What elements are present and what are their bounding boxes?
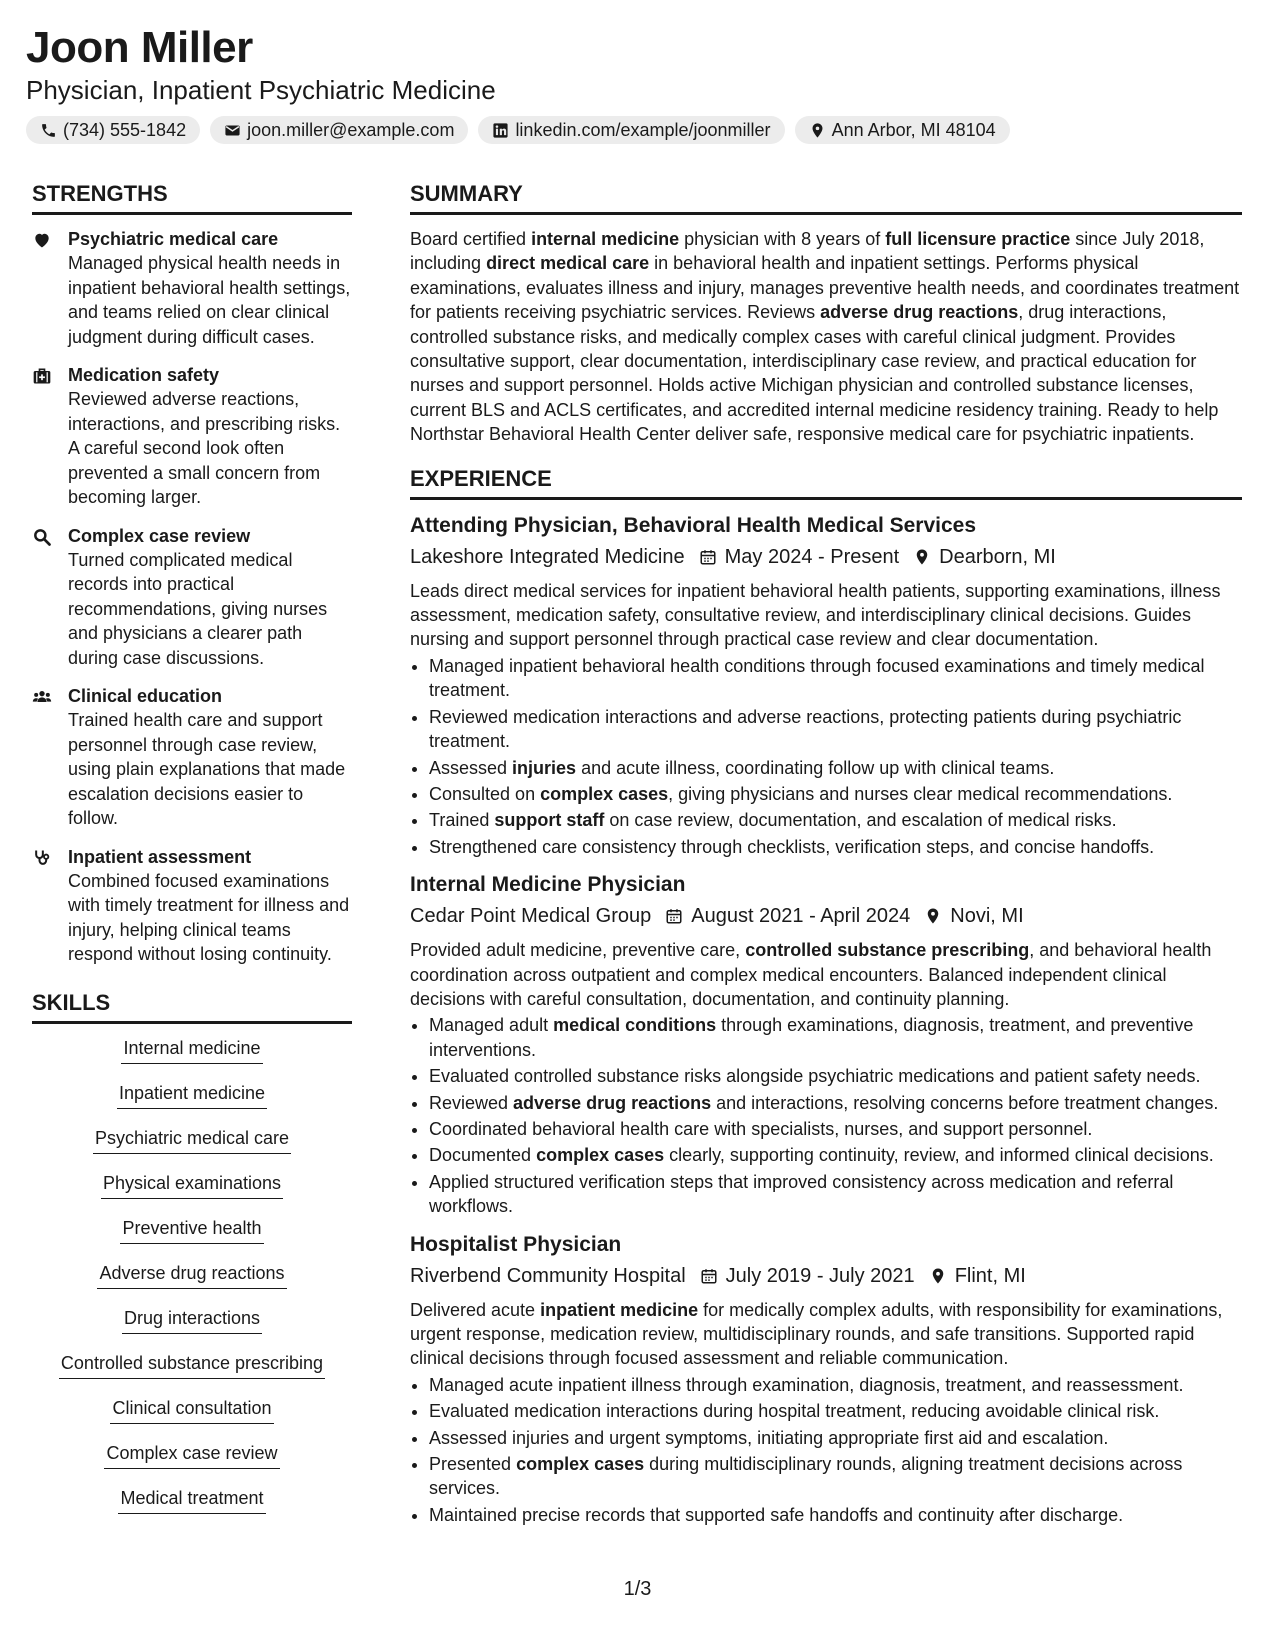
candidate-title: Physician, Inpatient Psychiatric Medicine [26,75,496,105]
job-title: Internal Medicine Physician [410,873,686,897]
bullet-item: • Presented complex cases during multidisciplinary rounds, aligning treatment decisions across services. [429,1452,1242,1501]
skill-tag: Medical treatment [118,1486,265,1514]
job-bullets [410,654,1242,859]
contact-bar [26,116,1249,144]
job-entry [410,512,1242,859]
envelope-icon [224,122,241,139]
users-icon [32,687,52,707]
job-meta [410,1262,1242,1290]
skill-tag: Inpatient medicine [117,1081,267,1109]
strength-item [32,524,352,671]
strength-desc: Managed physical health needs in inpatient behavioral health settings, and teams relied on clear clinical judgment during difficult cases. [68,253,351,347]
job-entry [410,871,1242,1218]
linkedin-icon [492,122,509,139]
bullet-item: • Coordinated behavioral health care with specialists, nurses, and support personnel. [429,1117,1242,1141]
location-chip [795,116,1010,144]
calendar-icon [700,1267,718,1285]
strengths-heading: STRENGTHS [32,180,352,215]
job-location: Flint, MI [954,1264,1026,1287]
linkedin-chip[interactable] [478,116,784,144]
bullet-item: • Applied structured verification steps that improved consistency across medication and referral workflows. [429,1170,1242,1219]
strength-desc: Reviewed adverse reactions, interactions, and prescribing risks. A careful second look often prevented a small concern from becoming larger. [68,389,341,507]
job-title: Hospitalist Physician [410,1232,622,1256]
strength-title: Complex case review [68,525,251,546]
bullet-item: • Assessed injuries and urgent symptoms, initiating appropriate first aid and escalation. [429,1426,1242,1450]
skill-tag: Complex case review [104,1441,279,1469]
strength-item [32,227,352,349]
experience-heading: EXPERIENCE [410,465,1242,500]
bullet-item: • Evaluated controlled substance risks alongside psychiatric medications and patient safety needs. [429,1064,1242,1088]
job-dates: August 2021 - April 2024 [691,905,911,928]
bullet-item: • Trained support staff on case review, documentation, and escalation of medical risks. [429,808,1242,832]
strength-title: Medication safety [68,365,220,385]
search-icon [32,527,52,547]
bullet-item: • Reviewed adverse drug reactions and interactions, resolving concerns before treatment changes. [429,1091,1242,1115]
location-text: Ann Arbor, MI 48104 [831,120,996,140]
strength-title: Psychiatric medical care [68,229,279,249]
bullet-item: • Managed adult medical conditions through examinations, diagnosis, treatment, and preventive interventions. [429,1013,1242,1062]
strength-desc: Turned complicated medical records into practical recommendations, giving nurses and physicians a clearer path during case discussions. [68,549,328,668]
map-pin-icon [913,548,931,566]
page-number: 1/3 [623,1578,652,1600]
summary-heading: SUMMARY [410,180,1242,215]
job-location: Dearborn, MI [939,545,1056,568]
skill-tag: Internal medicine [121,1036,262,1064]
skill-tag: Controlled substance prescribing [59,1351,325,1379]
stethoscope-icon [32,848,52,868]
skill-tag: Clinical consultation [110,1396,273,1424]
company-name: Riverbend Community Hospital [410,1264,686,1287]
bullet-item: • Maintained precise records that supported safe handoffs and continuity after discharge. [429,1503,1242,1527]
job-dates: July 2019 - July 2021 [725,1264,915,1287]
bullet-item: • Managed inpatient behavioral health conditions through focused examinations and timely medical treatment. [429,654,1242,703]
bullet-item: • Managed acute inpatient illness through examination, diagnosis, treatment, and reassessment. [429,1373,1242,1397]
resume-header [26,22,1249,144]
summary-text: Board certified internal medicine physician with 8 years of full licensure practice since July 2018, including direct medical care in behavioral health and inpatient settings. Performs physical examinations, evaluates illness and injury, manages preventive health needs, and coordinates treatment for patients receiving psychiatric services. Reviews adverse drug reactions, drug interactions, controlled substance risks, and medically complex cases with careful clinical judgment. Provides consultative support, clear documentation, interdisciplinary case review, and practical education for nurses and support personnel. Holds active Michigan physician and controlled substance licenses, current BLS and ACLS certificates, and accredited internal medicine residency training. Ready to help Northstar Behavioral Health Center deliver safe, responsive medical care for psychiatric inpatients. [410,229,1240,445]
strength-title: Inpatient assessment [68,846,252,867]
heart-icon [32,230,52,250]
bullet-item: • Evaluated medication interactions during hospital treatment, reducing avoidable clinical risk. [429,1399,1242,1423]
strength-item [32,363,352,510]
email-chip[interactable] [210,116,468,144]
right-column [410,180,1242,1539]
bullet-item: • Strengthened care consistency through checklists, verification steps, and concise handoffs. [429,835,1242,859]
job-meta [410,902,1242,930]
job-bullets [410,1013,1242,1218]
strength-desc: Trained health care and support personnel through case review, using plain explanations that made escalation decisions easier to follow. [68,710,346,828]
skill-tag: Adverse drug reactions [97,1261,286,1289]
candidate-name: Joon Miller [26,23,253,72]
job-location: Novi, MI [950,905,1024,928]
job-entry [410,1231,1242,1528]
phone-text: (734) 555-1842 [63,120,187,140]
skills-heading: SKILLS [32,989,352,1024]
skill-tag: Drug interactions [122,1306,262,1334]
company-name: Cedar Point Medical Group [410,905,652,928]
email-text: joon.miller@example.com [247,120,455,140]
bullet-item: • Consulted on complex cases, giving physicians and nurses clear medical recommendations. [429,782,1242,806]
job-bullets [410,1373,1242,1527]
job-description: Leads direct medical services for inpatient behavioral health patients, supporting examinations, illness assessment, medication safety, consultative review, and interdisciplinary clinical decisions. Guides nursing and support personnel through practical case review and clear documentation. [410,580,1221,650]
skill-tag: Preventive health [120,1216,263,1244]
calendar-icon [699,548,717,566]
bullet-item: • Documented complex cases clearly, supporting continuity, review, and informed clinical decisions. [429,1143,1242,1167]
strength-desc: Combined focused examinations with timely treatment for illness and injury, helping clinical teams respond without losing continuity. [68,870,350,964]
medkit-icon [32,366,52,386]
job-meta [410,543,1242,571]
bullet-item: • Assessed injuries and acute illness, coordinating follow up with clinical teams. [429,756,1242,780]
company-name: Lakeshore Integrated Medicine [410,545,685,568]
phone-chip[interactable] [26,116,200,144]
map-pin-icon [929,1267,947,1285]
job-description: Provided adult medicine, preventive care, controlled substance prescribing, and behavioral health coordination across outpatient and complex medical encounters. Balanced independent clinical decisions with careful consultation, documentation, and continuity planning. [410,940,1212,1009]
job-description: Delivered acute inpatient medicine for medically complex adults, with responsibility for examinations, urgent response, medication review, multidisciplinary rounds, and safe transitions. Supported rapid clinical decisions through focused assessment and reliable communication. [410,1299,1223,1369]
phone-icon [40,122,57,139]
skill-tag: Physical examinations [101,1171,283,1199]
job-title: Attending Physician, Behavioral Health Medical Services [410,513,977,537]
strength-title: Clinical education [68,686,223,706]
job-dates: May 2024 - Present [724,545,900,568]
bullet-item: • Reviewed medication interactions and adverse reactions, protecting patients during psychiatric treatment. [429,705,1242,754]
skill-tag: Psychiatric medical care [93,1126,291,1154]
strength-item [32,845,352,967]
map-pin-icon [809,122,826,139]
calendar-icon [665,907,683,925]
map-pin-icon [924,907,942,925]
left-column [32,180,352,1531]
strength-item [32,684,352,831]
skills-list [32,1036,352,1531]
linkedin-text: linkedin.com/example/joonmiller [515,120,771,140]
